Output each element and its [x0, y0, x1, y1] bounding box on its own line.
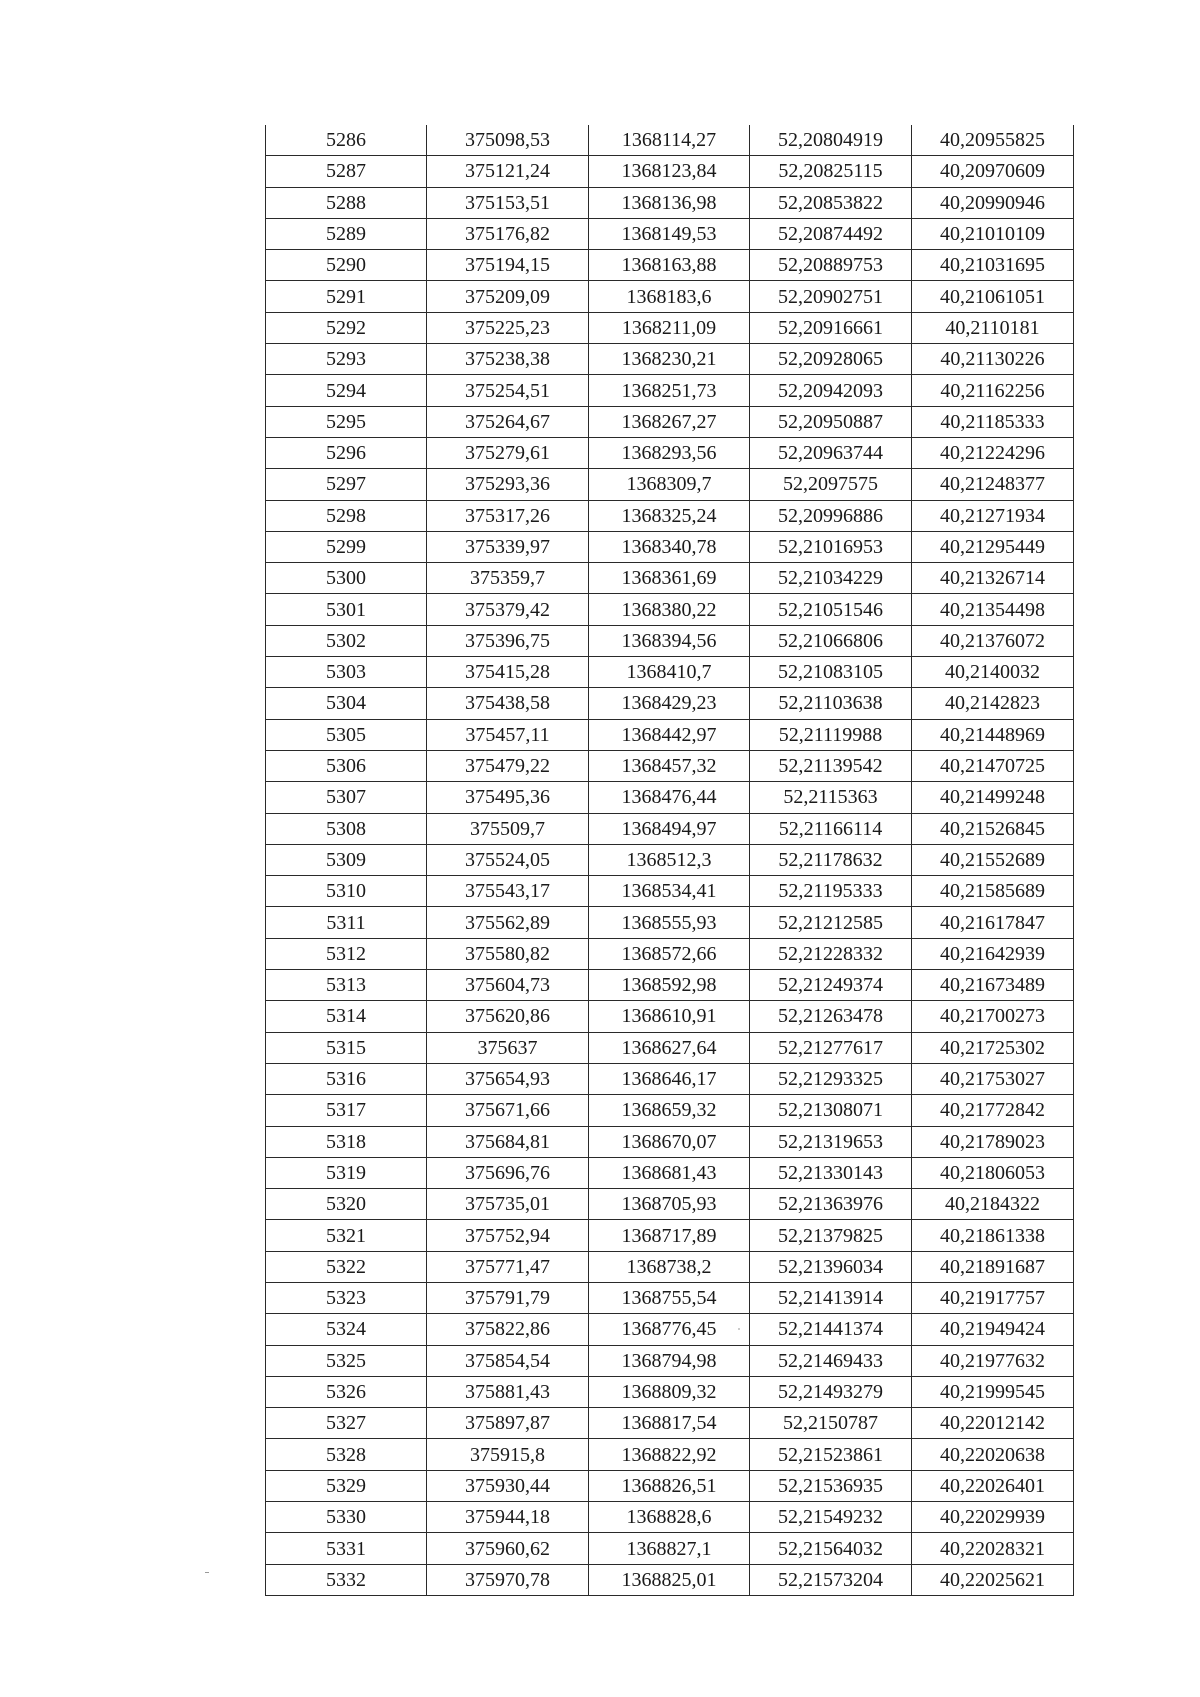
- table-row: [266, 1220, 1074, 1251]
- x-coordinate-cell: 375438,58: [427, 688, 589, 719]
- table-row: [266, 688, 1074, 719]
- longitude-cell: 40,2110181: [912, 312, 1074, 343]
- y-coordinate-cell: 1368555,93: [589, 907, 750, 938]
- y-coordinate-cell: 1368592,98: [589, 970, 750, 1001]
- latitude-cell: 52,21469433: [750, 1345, 912, 1376]
- point-number-cell: 5304: [266, 688, 427, 719]
- latitude-cell: 52,21166114: [750, 813, 912, 844]
- longitude-cell: 40,21354498: [912, 594, 1074, 625]
- longitude-cell: 40,21891687: [912, 1251, 1074, 1282]
- latitude-cell: 52,21139542: [750, 750, 912, 781]
- x-coordinate-cell: 375379,42: [427, 594, 589, 625]
- latitude-cell: 52,2115363: [750, 782, 912, 813]
- table-row: [266, 1376, 1074, 1407]
- x-coordinate-cell: 375176,82: [427, 218, 589, 249]
- y-coordinate-cell: 1368325,24: [589, 500, 750, 531]
- latitude-cell: 52,20853822: [750, 187, 912, 218]
- y-coordinate-cell: 1368267,27: [589, 406, 750, 437]
- x-coordinate-cell: 375543,17: [427, 876, 589, 907]
- x-coordinate-cell: 375791,79: [427, 1282, 589, 1313]
- x-coordinate-cell: 375495,36: [427, 782, 589, 813]
- x-coordinate-cell: 375317,26: [427, 500, 589, 531]
- latitude-cell: 52,20874492: [750, 218, 912, 249]
- longitude-cell: 40,21552689: [912, 844, 1074, 875]
- longitude-cell: 40,21271934: [912, 500, 1074, 531]
- longitude-cell: 40,22012142: [912, 1408, 1074, 1439]
- x-coordinate-cell: 375098,53: [427, 125, 589, 156]
- longitude-cell: 40,21673489: [912, 970, 1074, 1001]
- x-coordinate-cell: 375194,15: [427, 250, 589, 281]
- point-number-cell: 5292: [266, 312, 427, 343]
- x-coordinate-cell: 375881,43: [427, 1376, 589, 1407]
- x-coordinate-cell: 375153,51: [427, 187, 589, 218]
- point-number-cell: 5332: [266, 1564, 427, 1595]
- y-coordinate-cell: 1368183,6: [589, 281, 750, 312]
- point-number-cell: 5321: [266, 1220, 427, 1251]
- point-number-cell: 5295: [266, 406, 427, 437]
- longitude-cell: 40,21470725: [912, 750, 1074, 781]
- x-coordinate-cell: 375254,51: [427, 375, 589, 406]
- scan-artifact: [205, 1572, 209, 1573]
- longitude-cell: 40,21376072: [912, 625, 1074, 656]
- longitude-cell: 40,22026401: [912, 1470, 1074, 1501]
- x-coordinate-cell: 375620,86: [427, 1001, 589, 1032]
- table-row: [266, 657, 1074, 688]
- point-number-cell: 5299: [266, 531, 427, 562]
- longitude-cell: 40,22020638: [912, 1439, 1074, 1470]
- y-coordinate-cell: 1368817,54: [589, 1408, 750, 1439]
- latitude-cell: 52,20916661: [750, 312, 912, 343]
- table-row: [266, 156, 1074, 187]
- point-number-cell: 5288: [266, 187, 427, 218]
- longitude-cell: 40,20955825: [912, 125, 1074, 156]
- table-row: [266, 437, 1074, 468]
- table-row: [266, 531, 1074, 562]
- latitude-cell: 52,21016953: [750, 531, 912, 562]
- latitude-cell: 52,21319653: [750, 1126, 912, 1157]
- point-number-cell: 5290: [266, 250, 427, 281]
- table-row: [266, 907, 1074, 938]
- y-coordinate-cell: 1368826,51: [589, 1470, 750, 1501]
- point-number-cell: 5324: [266, 1314, 427, 1345]
- latitude-cell: 52,21066806: [750, 625, 912, 656]
- longitude-cell: 40,21917757: [912, 1282, 1074, 1313]
- table-row: [266, 970, 1074, 1001]
- y-coordinate-cell: 1368309,7: [589, 469, 750, 500]
- point-number-cell: 5323: [266, 1282, 427, 1313]
- longitude-cell: 40,21526845: [912, 813, 1074, 844]
- longitude-cell: 40,2140032: [912, 657, 1074, 688]
- y-coordinate-cell: 1368136,98: [589, 187, 750, 218]
- point-number-cell: 5293: [266, 344, 427, 375]
- table-row: [266, 1502, 1074, 1533]
- x-coordinate-cell: 375970,78: [427, 1564, 589, 1595]
- y-coordinate-cell: 1368828,6: [589, 1502, 750, 1533]
- point-number-cell: 5306: [266, 750, 427, 781]
- latitude-cell: 52,20902751: [750, 281, 912, 312]
- longitude-cell: 40,22028321: [912, 1533, 1074, 1564]
- y-coordinate-cell: 1368572,66: [589, 938, 750, 969]
- table-row: [266, 1282, 1074, 1313]
- point-number-cell: 5320: [266, 1189, 427, 1220]
- point-number-cell: 5308: [266, 813, 427, 844]
- y-coordinate-cell: 1368681,43: [589, 1157, 750, 1188]
- x-coordinate-cell: 375822,86: [427, 1314, 589, 1345]
- x-coordinate-cell: 375359,7: [427, 563, 589, 594]
- longitude-cell: 40,21162256: [912, 375, 1074, 406]
- point-number-cell: 5330: [266, 1502, 427, 1533]
- table-row: [266, 719, 1074, 750]
- longitude-cell: 40,21806053: [912, 1157, 1074, 1188]
- table-row: [266, 594, 1074, 625]
- x-coordinate-cell: 375293,36: [427, 469, 589, 500]
- longitude-cell: 40,21061051: [912, 281, 1074, 312]
- y-coordinate-cell: 1368627,64: [589, 1032, 750, 1063]
- latitude-cell: 52,21536935: [750, 1470, 912, 1501]
- x-coordinate-cell: 375735,01: [427, 1189, 589, 1220]
- y-coordinate-cell: 1368822,92: [589, 1439, 750, 1470]
- longitude-cell: 40,21642939: [912, 938, 1074, 969]
- table-row: [266, 406, 1074, 437]
- table-row: [266, 469, 1074, 500]
- x-coordinate-cell: 375339,97: [427, 531, 589, 562]
- latitude-cell: 52,21441374: [750, 1314, 912, 1345]
- latitude-cell: 52,21178632: [750, 844, 912, 875]
- table-row: [266, 1157, 1074, 1188]
- longitude-cell: 40,21725302: [912, 1032, 1074, 1063]
- y-coordinate-cell: 1368476,44: [589, 782, 750, 813]
- latitude-cell: 52,20942093: [750, 375, 912, 406]
- y-coordinate-cell: 1368794,98: [589, 1345, 750, 1376]
- latitude-cell: 52,21263478: [750, 1001, 912, 1032]
- table-row: [266, 625, 1074, 656]
- latitude-cell: 52,21363976: [750, 1189, 912, 1220]
- latitude-cell: 52,21083105: [750, 657, 912, 688]
- x-coordinate-cell: 375457,11: [427, 719, 589, 750]
- x-coordinate-cell: 375562,89: [427, 907, 589, 938]
- point-number-cell: 5294: [266, 375, 427, 406]
- latitude-cell: 52,21051546: [750, 594, 912, 625]
- table-row: [266, 813, 1074, 844]
- longitude-cell: 40,21999545: [912, 1376, 1074, 1407]
- y-coordinate-cell: 1368534,41: [589, 876, 750, 907]
- y-coordinate-cell: 1368659,32: [589, 1095, 750, 1126]
- table-row: [266, 750, 1074, 781]
- longitude-cell: 40,21185333: [912, 406, 1074, 437]
- point-number-cell: 5310: [266, 876, 427, 907]
- y-coordinate-cell: 1368705,93: [589, 1189, 750, 1220]
- latitude-cell: 52,21212585: [750, 907, 912, 938]
- table-row: [266, 500, 1074, 531]
- point-number-cell: 5313: [266, 970, 427, 1001]
- point-number-cell: 5297: [266, 469, 427, 500]
- point-number-cell: 5301: [266, 594, 427, 625]
- longitude-cell: 40,21248377: [912, 469, 1074, 500]
- point-number-cell: 5317: [266, 1095, 427, 1126]
- table-row: [266, 782, 1074, 813]
- point-number-cell: 5327: [266, 1408, 427, 1439]
- longitude-cell: 40,21010109: [912, 218, 1074, 249]
- x-coordinate-cell: 375696,76: [427, 1157, 589, 1188]
- table-row: [266, 312, 1074, 343]
- x-coordinate-cell: 375121,24: [427, 156, 589, 187]
- longitude-cell: 40,21977632: [912, 1345, 1074, 1376]
- latitude-cell: 52,21308071: [750, 1095, 912, 1126]
- point-number-cell: 5326: [266, 1376, 427, 1407]
- table-row: [266, 1126, 1074, 1157]
- point-number-cell: 5305: [266, 719, 427, 750]
- y-coordinate-cell: 1368442,97: [589, 719, 750, 750]
- y-coordinate-cell: 1368809,32: [589, 1376, 750, 1407]
- x-coordinate-cell: 375279,61: [427, 437, 589, 468]
- longitude-cell: 40,21700273: [912, 1001, 1074, 1032]
- x-coordinate-cell: 375604,73: [427, 970, 589, 1001]
- y-coordinate-cell: 1368494,97: [589, 813, 750, 844]
- y-coordinate-cell: 1368646,17: [589, 1063, 750, 1094]
- point-number-cell: 5300: [266, 563, 427, 594]
- longitude-cell: 40,21772842: [912, 1095, 1074, 1126]
- point-number-cell: 5329: [266, 1470, 427, 1501]
- x-coordinate-cell: 375580,82: [427, 938, 589, 969]
- table-row: [266, 187, 1074, 218]
- longitude-cell: 40,21861338: [912, 1220, 1074, 1251]
- latitude-cell: 52,21249374: [750, 970, 912, 1001]
- point-number-cell: 5307: [266, 782, 427, 813]
- table-row: [266, 344, 1074, 375]
- longitude-cell: 40,21295449: [912, 531, 1074, 562]
- table-row: [266, 1314, 1074, 1345]
- latitude-cell: 52,20950887: [750, 406, 912, 437]
- table-row: [266, 1564, 1074, 1595]
- x-coordinate-cell: 375915,8: [427, 1439, 589, 1470]
- longitude-cell: 40,21585689: [912, 876, 1074, 907]
- y-coordinate-cell: 1368738,2: [589, 1251, 750, 1282]
- longitude-cell: 40,21130226: [912, 344, 1074, 375]
- longitude-cell: 40,21031695: [912, 250, 1074, 281]
- point-number-cell: 5331: [266, 1533, 427, 1564]
- y-coordinate-cell: 1368717,89: [589, 1220, 750, 1251]
- longitude-cell: 40,21753027: [912, 1063, 1074, 1094]
- x-coordinate-cell: 375854,54: [427, 1345, 589, 1376]
- y-coordinate-cell: 1368293,56: [589, 437, 750, 468]
- latitude-cell: 52,21396034: [750, 1251, 912, 1282]
- table-row: [266, 125, 1074, 156]
- coordinates-table-body: [266, 125, 1074, 1595]
- latitude-cell: 52,21195333: [750, 876, 912, 907]
- table-row: [266, 1032, 1074, 1063]
- y-coordinate-cell: 1368361,69: [589, 563, 750, 594]
- table-row: [266, 876, 1074, 907]
- point-number-cell: 5298: [266, 500, 427, 531]
- x-coordinate-cell: 375684,81: [427, 1126, 589, 1157]
- x-coordinate-cell: 375654,93: [427, 1063, 589, 1094]
- latitude-cell: 52,21103638: [750, 688, 912, 719]
- longitude-cell: 40,21499248: [912, 782, 1074, 813]
- y-coordinate-cell: 1368163,88: [589, 250, 750, 281]
- y-coordinate-cell: 1368149,53: [589, 218, 750, 249]
- x-coordinate-cell: 375944,18: [427, 1502, 589, 1533]
- point-number-cell: 5291: [266, 281, 427, 312]
- x-coordinate-cell: 375509,7: [427, 813, 589, 844]
- x-coordinate-cell: 375238,38: [427, 344, 589, 375]
- latitude-cell: 52,20804919: [750, 125, 912, 156]
- longitude-cell: 40,21224296: [912, 437, 1074, 468]
- table-row: [266, 375, 1074, 406]
- latitude-cell: 52,21330143: [750, 1157, 912, 1188]
- latitude-cell: 52,21564032: [750, 1533, 912, 1564]
- x-coordinate-cell: 375524,05: [427, 844, 589, 875]
- longitude-cell: 40,21949424: [912, 1314, 1074, 1345]
- latitude-cell: 52,21379825: [750, 1220, 912, 1251]
- x-coordinate-cell: 375209,09: [427, 281, 589, 312]
- latitude-cell: 52,21573204: [750, 1564, 912, 1595]
- point-number-cell: 5325: [266, 1345, 427, 1376]
- y-coordinate-cell: 1368457,32: [589, 750, 750, 781]
- longitude-cell: 40,20970609: [912, 156, 1074, 187]
- table-row: [266, 1439, 1074, 1470]
- latitude-cell: 52,21119988: [750, 719, 912, 750]
- table-row: [266, 218, 1074, 249]
- point-number-cell: 5303: [266, 657, 427, 688]
- table-row: [266, 938, 1074, 969]
- y-coordinate-cell: 1368512,3: [589, 844, 750, 875]
- x-coordinate-cell: 375960,62: [427, 1533, 589, 1564]
- table-row: [266, 250, 1074, 281]
- point-number-cell: 5312: [266, 938, 427, 969]
- point-number-cell: 5296: [266, 437, 427, 468]
- table-row: [266, 1251, 1074, 1282]
- x-coordinate-cell: 375225,23: [427, 312, 589, 343]
- point-number-cell: 5322: [266, 1251, 427, 1282]
- table-row: [266, 1063, 1074, 1094]
- point-number-cell: 5286: [266, 125, 427, 156]
- y-coordinate-cell: 1368340,78: [589, 531, 750, 562]
- y-coordinate-cell: 1368251,73: [589, 375, 750, 406]
- y-coordinate-cell: 1368670,07: [589, 1126, 750, 1157]
- x-coordinate-cell: 375264,67: [427, 406, 589, 437]
- y-coordinate-cell: 1368114,27: [589, 125, 750, 156]
- table-row: [266, 1095, 1074, 1126]
- x-coordinate-cell: 375479,22: [427, 750, 589, 781]
- y-coordinate-cell: 1368776,45: [589, 1314, 750, 1345]
- latitude-cell: 52,21493279: [750, 1376, 912, 1407]
- table-row: [266, 844, 1074, 875]
- x-coordinate-cell: 375897,87: [427, 1408, 589, 1439]
- latitude-cell: 52,21228332: [750, 938, 912, 969]
- point-number-cell: 5311: [266, 907, 427, 938]
- x-coordinate-cell: 375637: [427, 1032, 589, 1063]
- longitude-cell: 40,21326714: [912, 563, 1074, 594]
- latitude-cell: 52,21413914: [750, 1282, 912, 1313]
- point-number-cell: 5318: [266, 1126, 427, 1157]
- y-coordinate-cell: 1368429,23: [589, 688, 750, 719]
- table-row: [266, 281, 1074, 312]
- latitude-cell: 52,21293325: [750, 1063, 912, 1094]
- point-number-cell: 5314: [266, 1001, 427, 1032]
- longitude-cell: 40,20990946: [912, 187, 1074, 218]
- table-row: [266, 1408, 1074, 1439]
- longitude-cell: 40,2184322: [912, 1189, 1074, 1220]
- y-coordinate-cell: 1368230,21: [589, 344, 750, 375]
- point-number-cell: 5309: [266, 844, 427, 875]
- latitude-cell: 52,21034229: [750, 563, 912, 594]
- point-number-cell: 5289: [266, 218, 427, 249]
- table-row: [266, 1470, 1074, 1501]
- y-coordinate-cell: 1368825,01: [589, 1564, 750, 1595]
- latitude-cell: 52,2097575: [750, 469, 912, 500]
- x-coordinate-cell: 375396,75: [427, 625, 589, 656]
- table-row: [266, 1001, 1074, 1032]
- longitude-cell: 40,21617847: [912, 907, 1074, 938]
- latitude-cell: 52,21523861: [750, 1439, 912, 1470]
- x-coordinate-cell: 375415,28: [427, 657, 589, 688]
- longitude-cell: 40,21448969: [912, 719, 1074, 750]
- y-coordinate-cell: 1368410,7: [589, 657, 750, 688]
- y-coordinate-cell: 1368211,09: [589, 312, 750, 343]
- latitude-cell: 52,2150787: [750, 1408, 912, 1439]
- table-row: [266, 1533, 1074, 1564]
- longitude-cell: 40,22025621: [912, 1564, 1074, 1595]
- y-coordinate-cell: 1368123,84: [589, 156, 750, 187]
- coordinates-table: [265, 125, 1074, 1596]
- y-coordinate-cell: 1368394,56: [589, 625, 750, 656]
- latitude-cell: 52,20996886: [750, 500, 912, 531]
- longitude-cell: 40,22029939: [912, 1502, 1074, 1533]
- x-coordinate-cell: 375930,44: [427, 1470, 589, 1501]
- point-number-cell: 5315: [266, 1032, 427, 1063]
- table-row: [266, 1189, 1074, 1220]
- table-row: [266, 1345, 1074, 1376]
- x-coordinate-cell: 375752,94: [427, 1220, 589, 1251]
- point-number-cell: 5328: [266, 1439, 427, 1470]
- latitude-cell: 52,20963744: [750, 437, 912, 468]
- y-coordinate-cell: 1368755,54: [589, 1282, 750, 1313]
- point-number-cell: 5316: [266, 1063, 427, 1094]
- point-number-cell: 5302: [266, 625, 427, 656]
- y-coordinate-cell: 1368610,91: [589, 1001, 750, 1032]
- scan-speck: [738, 1328, 740, 1330]
- y-coordinate-cell: 1368827,1: [589, 1533, 750, 1564]
- longitude-cell: 40,2142823: [912, 688, 1074, 719]
- x-coordinate-cell: 375671,66: [427, 1095, 589, 1126]
- latitude-cell: 52,21277617: [750, 1032, 912, 1063]
- longitude-cell: 40,21789023: [912, 1126, 1074, 1157]
- y-coordinate-cell: 1368380,22: [589, 594, 750, 625]
- latitude-cell: 52,20928065: [750, 344, 912, 375]
- latitude-cell: 52,20889753: [750, 250, 912, 281]
- table-row: [266, 563, 1074, 594]
- x-coordinate-cell: 375771,47: [427, 1251, 589, 1282]
- latitude-cell: 52,21549232: [750, 1502, 912, 1533]
- latitude-cell: 52,20825115: [750, 156, 912, 187]
- point-number-cell: 5319: [266, 1157, 427, 1188]
- point-number-cell: 5287: [266, 156, 427, 187]
